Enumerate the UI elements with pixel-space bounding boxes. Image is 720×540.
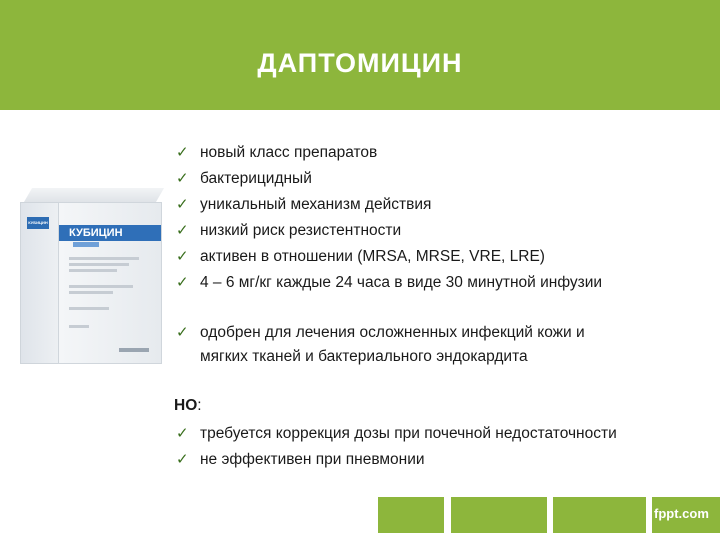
side-brand-label: КУБИЦИН <box>27 217 49 229</box>
bullet-continuation: мягких тканей и бактериального эндокардита <box>200 348 528 365</box>
box-front <box>58 202 162 364</box>
check-icon: ✓ <box>176 274 189 291</box>
bullet-item-but: ✓ не эффективен при пневмонии <box>176 447 425 473</box>
box-text-line <box>69 307 109 310</box>
box-logo <box>119 348 149 352</box>
box-top <box>24 188 164 202</box>
bullet-item: ✓ низкий риск резистентности <box>176 218 401 244</box>
bullet-item-but: ✓ требуется коррекция дозы при почечной недостаточности <box>176 421 617 447</box>
check-icon: ✓ <box>176 170 189 187</box>
front-dose-band <box>73 242 99 247</box>
but-label-text: НО <box>174 397 198 414</box>
check-icon: ✓ <box>176 324 189 341</box>
bullet-item: ✓ бактерицидный <box>176 166 312 192</box>
bullet-item: ✓ 4 – 6 мг/кг каждые 24 часа в виде 30 минутной инфузии <box>176 270 602 296</box>
check-icon: ✓ <box>176 248 189 265</box>
check-icon: ✓ <box>176 196 189 213</box>
bullet-item: ✓ уникальный механизм действия <box>176 192 431 218</box>
footer-bar <box>378 497 444 533</box>
box-text-line <box>69 263 129 266</box>
check-icon: ✓ <box>176 425 189 442</box>
check-icon: ✓ <box>176 222 189 239</box>
footer-bar <box>553 497 646 533</box>
check-icon: ✓ <box>176 144 189 161</box>
footer-bar <box>451 497 547 533</box>
slide-title: ДАПТОМИЦИН <box>257 48 463 78</box>
box-side <box>20 202 60 364</box>
box-text-line <box>69 257 139 260</box>
box-text-line <box>69 291 113 294</box>
but-label <box>174 397 202 415</box>
box-text-line <box>69 325 89 328</box>
bullet-item: ✓ новый класс препаратов <box>176 140 377 166</box>
box-text-line <box>69 269 117 272</box>
product-box-image <box>14 188 160 363</box>
front-brand-label: КУБИЦИН <box>69 227 123 239</box>
check-icon: ✓ <box>176 451 189 468</box>
box-text-line <box>69 285 133 288</box>
bullet-item-approved: ✓ одобрен для лечения осложненных инфекций кожи и <box>176 320 585 346</box>
but-label-colon: : <box>197 397 202 414</box>
footer-label: fppt.com <box>654 506 709 521</box>
bullet-item: ✓ активен в отношении (MRSA, MRSE, VRE, LRE) <box>176 244 545 270</box>
